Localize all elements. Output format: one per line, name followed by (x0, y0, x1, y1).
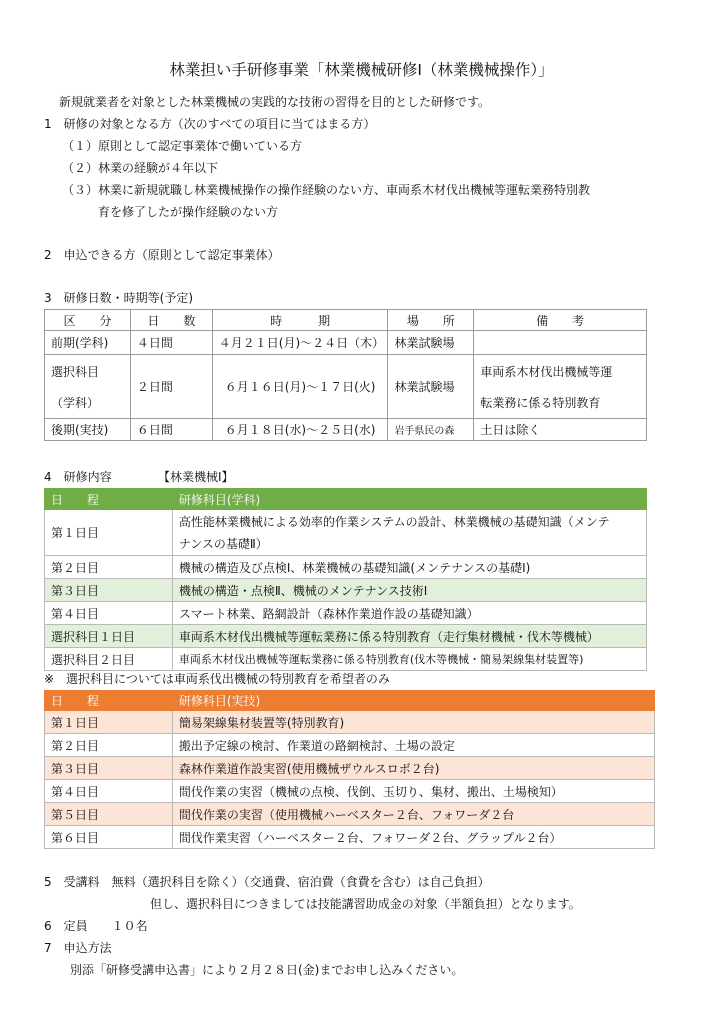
notes-cell (474, 331, 647, 355)
day-cell: 第１日目 (45, 711, 173, 734)
table-row (45, 826, 655, 849)
section-1-item: （１）原則として認定事業体で働いている方 (62, 139, 303, 153)
notes-cell (474, 355, 647, 419)
subject-cell: 間伐作業の実習（機械の点検、伐倒、玉切り、集材、搬出、土場検知） (172, 780, 654, 803)
subject-cell: 簡易架線集材装置等(特別教育) (172, 711, 654, 734)
division-line: （学科） (51, 395, 100, 410)
subject-cell: 森林作業道作設実習(使用機械ザウルスロボ２台) (172, 757, 654, 780)
practical-table (44, 690, 655, 849)
subject-cell: 間伐作業の実習（使用機械ハーベスター２台、フォワーダ２台 (172, 803, 654, 826)
period-cell: ６月１６日(月)～１７日(火) (212, 355, 388, 419)
section-1-item: （２）林業の経験が４年以下 (62, 161, 219, 175)
header-cell: 区 分 (45, 310, 131, 331)
subject-cell: 搬出予定線の検討、作業道の路網検討、土場の設定 (172, 734, 654, 757)
section-1-heading: 1 研修の対象となる方（次のすべての項目に当てはまる方） (44, 117, 376, 131)
header-cell: 時 期 (212, 310, 388, 331)
subject-cell: 間伐作業実習（ハーベスター２台、フォワーダ２台、グラップル２台） (172, 826, 654, 849)
subject-cell: 車両系木材伐出機械等運転業務に係る特別教育（走行集材機械・伐木等機械） (172, 625, 646, 648)
section-4-heading: 4 研修内容 (44, 470, 112, 484)
place-cell: 岩手県民の森 (388, 419, 474, 441)
subject-cell (172, 510, 646, 556)
subject-line: ナンスの基礎Ⅱ） (178, 537, 268, 551)
table-row (45, 625, 647, 648)
days-cell: ４日間 (130, 331, 212, 355)
intro-text: 新規就業者を対象とした林業機械の実践的な技術の習得を目的とした研修です。 (59, 95, 491, 109)
section-7-heading: 7 申込方法 (44, 941, 112, 955)
division-line: 選択科目 (51, 364, 100, 379)
section-5-note: 但し、選択科目につきましては技能講習助成金の対象（半額負担）となります。 (150, 897, 581, 911)
table-row (45, 602, 647, 625)
days-cell: ２日間 (130, 355, 212, 419)
day-cell: 第４日目 (45, 602, 173, 625)
division-cell: 後期(実技) (45, 419, 131, 441)
day-cell: 第３日目 (45, 757, 173, 780)
header-cell: 研修科目(実技) (172, 691, 654, 711)
subject-cell: 機械の構造・点検Ⅱ、機械のメンテナンス技術Ⅰ (172, 579, 646, 602)
notes-cell: 土日は除く (474, 419, 647, 441)
section-4-tag: 【林業機械Ⅰ】 (158, 470, 234, 484)
table-row (45, 780, 655, 803)
table-row (45, 734, 655, 757)
practical-header-row (45, 691, 655, 711)
day-cell: 第３日目 (45, 579, 173, 602)
notes-line: 車両系木材伐出機械等運 (480, 364, 613, 379)
header-cell: 研修科目(学科) (172, 489, 646, 510)
section-1-item: （３）林業に新規就職し林業機械操作の操作経験のない方、車両系木材伐出機械等運転業務特別教 (62, 183, 591, 197)
header-cell: 場 所 (388, 310, 474, 331)
schedule-table (44, 309, 647, 441)
header-cell: 備 考 (474, 310, 647, 331)
section-1-item-cont: 育を修了したが操作経験のない方 (98, 205, 279, 219)
table-row (45, 331, 647, 355)
lecture-table (44, 488, 647, 671)
day-cell: 第４日目 (45, 780, 173, 803)
application-instructions: 別添「研修受講申込書」により２月２８日(金)までお申し込みください。 (70, 963, 464, 977)
subject-line: 高性能林業機械による効率的作業システムの設計、林業機械の基礎知識（メンテ (178, 515, 610, 529)
elective-note: ※ 選択科目については車両系伐出機械の特別教育を希望者のみ (44, 672, 390, 686)
day-cell: 第２日目 (45, 734, 173, 757)
day-cell: 選択科目２日目 (45, 648, 173, 671)
day-cell: 選択科目１日目 (45, 625, 173, 648)
page-title: 林業担い手研修事業「林業機械研修Ⅰ（林業機械操作）」 (169, 61, 554, 79)
section-2-heading: 2 申込できる方（原則として認定事業体） (44, 248, 280, 262)
table-row (45, 419, 647, 441)
table-row (45, 579, 647, 602)
table-row (45, 757, 655, 780)
section-3-heading: 3 研修日数・時期等(予定) (44, 291, 193, 305)
table-row (45, 648, 647, 671)
lecture-header-row (45, 489, 647, 510)
place-cell: 林業試験場 (388, 331, 474, 355)
header-cell: 日 程 (45, 489, 173, 510)
place-cell: 林業試験場 (388, 355, 474, 419)
notes-line: 転業務に係る特別教育 (480, 395, 601, 410)
table-row (45, 711, 655, 734)
day-cell: 第２日目 (45, 556, 173, 579)
division-cell (45, 355, 131, 419)
subject-cell: 車両系木材伐出機械等運転業務に係る特別教育(伐木等機械・簡易架線集材装置等) (172, 648, 646, 671)
table-row (45, 556, 647, 579)
schedule-header-row (45, 310, 647, 331)
section-6-heading: 6 定員 １０名 (44, 919, 148, 933)
division-cell: 前期(学科) (45, 331, 131, 355)
day-cell: 第５日目 (45, 803, 173, 826)
subject-cell: スマート林業、路網設計（森林作業道作設の基礎知識） (172, 602, 646, 625)
period-cell: ６月１８日(水)～２５日(水) (212, 419, 388, 441)
days-cell: ６日間 (130, 419, 212, 441)
table-row (45, 803, 655, 826)
period-cell: ４月２１日(月)～２４日（木） (212, 331, 388, 355)
section-5-heading: 5 受講料 無料（選択科目を除く）（交通費、宿泊費（食費を含む）は自己負担） (44, 875, 490, 889)
header-cell: 日 数 (130, 310, 212, 331)
table-row (45, 510, 647, 556)
table-row (45, 355, 647, 419)
day-cell: 第６日目 (45, 826, 173, 849)
header-cell: 日 程 (45, 691, 173, 711)
subject-cell: 機械の構造及び点検Ⅰ、林業機械の基礎知識(メンテナンスの基礎Ⅰ) (172, 556, 646, 579)
day-cell: 第１日目 (45, 510, 173, 556)
